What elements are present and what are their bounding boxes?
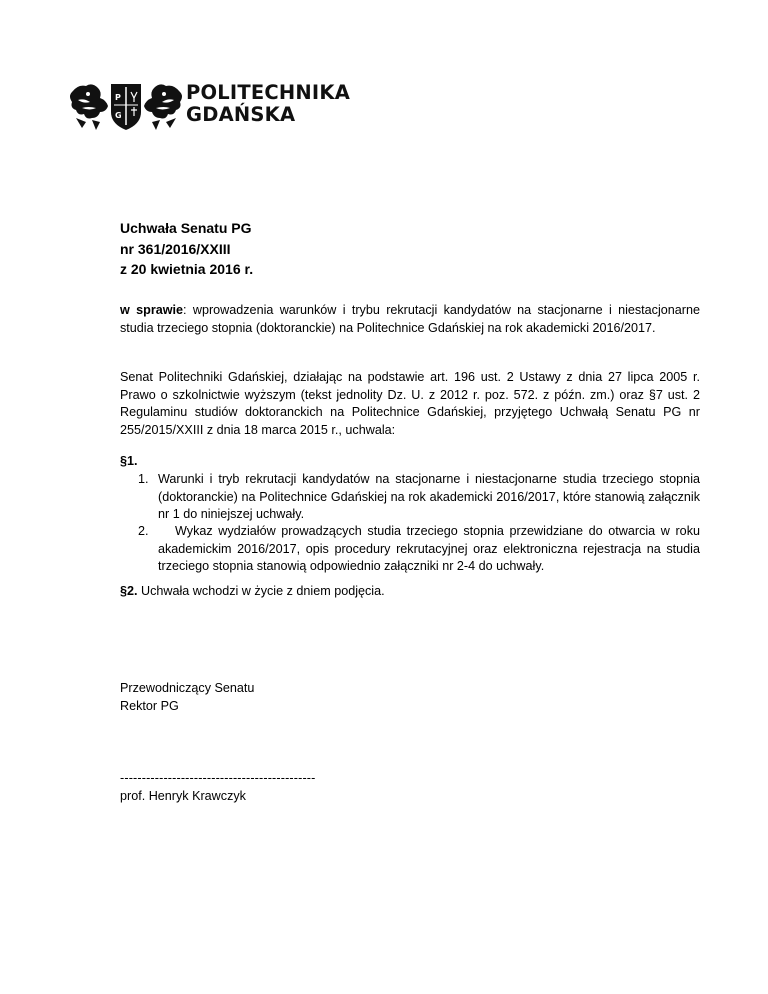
- section-2-text: Uchwała wchodzi w życie z dniem podjęcia.: [137, 584, 385, 598]
- title-line-3: z 20 kwietnia 2016 r.: [120, 261, 254, 277]
- item-text: Warunki i tryb rekrutacji kandydatów na stacjonarne i niestacjonarne studia trzeciego stopnia (doktoranckie) na Politechnice Gdańskiej na rok akademicki 2016/2017, które stanowią załącznik nr 1 do niniejszej uchwały.: [158, 472, 700, 521]
- signature-line: ---------------------------------------------: [120, 771, 316, 785]
- signatory-name: prof. Henryk Krawczyk: [120, 789, 246, 803]
- svg-text:P: P: [115, 93, 121, 102]
- item-number: 1.: [138, 472, 149, 486]
- signatory-role-line-1: Przewodniczący Senatu: [120, 681, 255, 695]
- section-2-heading: §2.: [120, 584, 138, 598]
- preamble-paragraph: Senat Politechniki Gdańskiej, działając na podstawie art. 196 ust. 2 Ustawy z dnia 27 lipca 2005 r. Prawo o szkolnictwie wyższym (tekst jednolity Dz. U. z 2012 r. poz. 572. z późn. zm.) oraz §7 ust. 2 Regulaminu studiów doktoranckich na Politechnice Gdańskiej, przyjętego Uchwałą Senatu PG nr 255/2015/XXIII z dnia 18 marca 2015 r., uchwala:: [120, 370, 700, 437]
- svg-text:G: G: [115, 111, 122, 120]
- logo-line-2: GDAŃSKA: [186, 103, 296, 126]
- subject-paragraph: [120, 302, 700, 337]
- subject-label: w sprawie: [120, 303, 184, 317]
- section-1-heading: §1.: [120, 454, 138, 468]
- signatory-role-line-2: Rektor PG: [120, 698, 179, 713]
- section-1-item: [138, 471, 700, 524]
- title-line-1: Uchwała Senatu PG: [120, 220, 252, 236]
- section-2: [120, 583, 700, 601]
- item-text: Wykaz wydziałów prowadzących studia trzeciego stopnia przewidziane do otwarcia w roku akademickim 2016/2017, opis procedury rekrutacyjnej oraz elektroniczna rejestracja na studia trzeciego stopnia stanowią odpowiednio załączniki nr 2-4 do uchwały.: [158, 524, 700, 573]
- logo-line-1: POLITECHNIKA: [186, 81, 350, 104]
- griffin-crest-emblem: [68, 78, 184, 136]
- logo-wordmark: [186, 82, 350, 126]
- subject-text: : wprowadzenia warunków i trybu rekrutacji kandydatów na stacjonarne i niestacjonarne studia trzeciego stopnia (doktoranckie) na Politechnice Gdańskiej na rok akademicki 2016/2017.: [120, 303, 700, 335]
- title-line-2: nr 361/2016/XXIII: [120, 240, 231, 257]
- section-1-item: [138, 523, 700, 576]
- item-number: 2.: [138, 524, 149, 538]
- signatory-role: [120, 680, 254, 715]
- university-logo: [68, 78, 348, 136]
- resolution-title: [120, 218, 253, 280]
